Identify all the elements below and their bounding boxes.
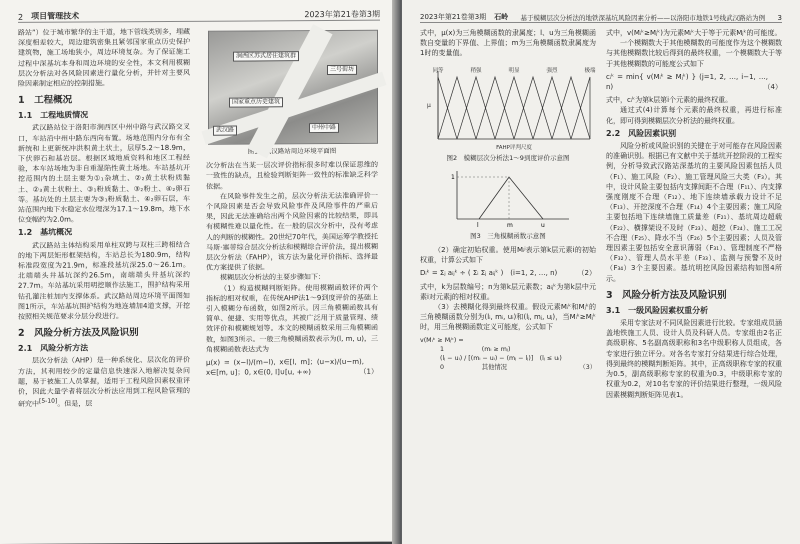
left-column-1 [18, 27, 190, 410]
equation-4 [606, 72, 782, 92]
paragraph: 在风险事件发生之前，层次分析法无法准确评价一个风险因素是否会导致风险事件及风险事件的严重后果，因此无法准确给出两个风险因素的比较结果，即具有模糊性难以量化性。在一般的层次分析中，没有考虑人的判断的模糊性。20世纪70年代，美国运筹学教授托马斯·塞蒂综合层次分析法和模糊综合评价法，提出模糊层次分析法（FAHP），该方法为量化评价指标、选择最优方案提供了依据。 [206, 191, 378, 272]
photo-label: 涧西区苏式居住建筑群 [233, 51, 299, 61]
equation-lhs: v(Mᵢᵏ ≥ Mⱼᵏ) = [420, 336, 464, 344]
paragraph: 采用专家法对不同风险因素进行比较。专家组成员涵盖地铁施工人员、设计人员及科研人员。专家组由2名正高级职称、5名副高级职称和3名中级职称人员组成，各专家进行独立评分。对各名专家打分结果进行综合处理，得到最终的模糊判断矩阵。其中，正高级职称专家的权重为0.5，副高级职称专家的权重为0.3，中级职称专家的权重为0.2，对10名专家的评价结果进行整理，一级风险因素模糊判断矩阵见表1。 [606, 319, 782, 399]
tri-label-u: u [541, 221, 545, 229]
fahp-scale-label: 极端 [584, 67, 596, 74]
citation: [5-10] [39, 397, 58, 406]
fahp-scale-label: 同等 [432, 67, 444, 74]
tri-label-l: l [477, 221, 479, 229]
section-heading: 1 工程概况 [18, 94, 73, 107]
paragraph: 式中，μ(x)为三角模糊函数的隶属度；l、u为三角模糊函数自变量的下界值、上界值；m为三角模糊函数隶属度为1时的变量值。 [420, 29, 596, 58]
fahp-triangle [438, 77, 476, 139]
fahp-y-label: μ [427, 101, 431, 109]
fahp-scale-label: 明显 [508, 67, 520, 74]
site-aerial-photo [208, 30, 378, 145]
figure-caption: 图1 武汉路站周边环境平面图 [247, 146, 337, 156]
triangular-function-chart [443, 167, 573, 229]
equation-case: 1 (mᵢ ≥ mⱼ) [440, 345, 511, 353]
paragraph: 武汉路站主体结构采用单柱双跨与双柱三跨相结合的地下两层矩形框架结构，车站总长为180.9m，结构标准段宽度为21.9m，标准段基坑深25.0～26.1m。北端端头井基坑深约26.5m，南端端头井基坑深约27.7m。车站基坑采用明挖顺作法施工，围护结构采用钻孔灌注桩加内支撑体系。武汉路站周边环境平面图如图1所示，车站基坑围护结构为地连墙加4道支撑，开挖按照相关规范要求分层分段进行。 [18, 240, 190, 321]
subsection-heading: 3.1 一级风险因素权重分析 [606, 305, 709, 315]
fahp-scale-chart [422, 61, 594, 151]
photo-label: 武汉路 [213, 126, 237, 136]
paragraph: 式中，v(Mᵢᵏ≥Mⱼᵏ)为元素Mᵢᵏ大于等于元素Mⱼᵏ的可能度。 [606, 29, 782, 37]
triangle-curve [479, 177, 543, 219]
fahp-triangle [552, 77, 590, 139]
equation-3 [420, 336, 596, 372]
right-page [402, 0, 800, 544]
paragraph-text: 。但是，层 [57, 400, 93, 409]
equation-number: （4） [763, 83, 782, 92]
paragraph: 通过式(4)计算每个元素的最终权重，再进行标准化，即可得到模糊层次分析法的最终权重。 [606, 106, 782, 125]
fahp-x-label: FAHP评判尺度 [496, 144, 532, 151]
subsection-heading: 1.1 工程地质情况 [18, 110, 89, 121]
paragraph: 次分析法在当某一层次评价指标很多时难以保证思维的一致性的缺点，且检验判断矩阵一致性的标准缺乏科学依据。 [206, 160, 378, 191]
paragraph: （2）确定初始权重。使用Mᵢʲ表示第k层元素i的初始权重，计算公式如下 [420, 246, 596, 265]
left-issue: 2023年第21卷第3期 [304, 9, 380, 20]
fahp-triangle [495, 77, 533, 139]
equation-case: (lⱼ − uᵢ) / [(mᵢ − uᵢ) − (mⱼ − lⱼ)] (lⱼ ≤ uᵢ) [440, 354, 562, 362]
photo-label: 三号街坊 [327, 65, 357, 75]
equation-number: （3） [579, 363, 596, 371]
equation-2 [420, 268, 596, 278]
paragraph: 路站”）位于城市繁华的主干道，地下管线类别多，埋藏深度相差较大，周边建筑密集且紧邻国家重点历史保护建筑物，施工场地狭小，周边环境复杂。为了保证施工过程中深基坑本身和周边环境的安全性，本文利用模糊层次分析法对各风险因素进行量化分析，并针对主要风险因素制定相应的控制措施。 [18, 27, 190, 88]
figure-caption: 图2 模糊层次分析法1～9到度评价示意图 [446, 153, 570, 162]
equation-1 [206, 357, 378, 378]
photo-label: 国家重点历史建筑 [229, 97, 283, 107]
subsection-heading: 2.2 风险因素识别 [606, 128, 677, 138]
fahp-triangle [476, 77, 514, 139]
author-name: 石岭 [494, 13, 509, 21]
subsection-heading: 2.1 风险分析方法 [18, 343, 89, 354]
equation-number: （1） [359, 367, 378, 377]
fahp-triangle [457, 77, 495, 139]
journal-name: 项目管理技术 [31, 11, 80, 21]
equation-text: cᵢᵏ = min{ v(Mᵢᵏ ≥ Mⱼᵏ) } (j=1, 2, …, i−1, …, n) [606, 72, 768, 92]
figure-caption: 图3 三角模糊函数示意图 [470, 231, 546, 240]
equation-text: Dᵢᵏ = Σⱼ aᵢⱼᵏ ÷ ( Σᵢ Σⱼ aᵢⱼᵏ ) (i=1, 2, …, n) [420, 269, 558, 278]
right-column-2 [606, 28, 782, 400]
fahp-triangle [533, 77, 571, 139]
paragraph: 模糊层次分析法的主要步骤如下： [220, 273, 325, 283]
photo-label: 中州中路 [309, 123, 339, 133]
fahp-scale-label: 稍强 [470, 67, 482, 74]
article-title: 基于模糊层次分析法的地铁深基坑风险因素分析——以洛阳市地铁1号线武汉路站为例 [520, 14, 766, 22]
fahp-scale-label: 强烈 [546, 67, 558, 74]
tri-label-1: 1 [451, 173, 455, 181]
tri-label-m: m [507, 221, 513, 229]
paragraph: 风险分析或风险识别的关键在于对可能存在风险因素的准确识别。根据已有文献中关于基坑开挖阶段的工程实例，分析导致武汉路站深基坑的主要风险因素包括人员（F₁）、施工风险（F₂）、施工管理风险三大类（F₃）。其中，设计风险主要包括内支撑间距不合理（F₁₁）、内支撑强度刚度不合理（F₁₂）、地下连续墙承载力设计不足（F₁₃）、开挖深度不合理（F₁₄）4个主要因素；施工风险主要包括地下连续墙施工质量差（F₂₁）、基坑周边超载（F₂₂）、横撑架设不及时（F₂₃）、超挖（F₂₄）、施工工况不合理（F₂₅）、降水不当（F₂₆）5个主要因素；人员及管理因素主要包括安全意识薄弱（F₃₁）、管理制度不严格（F₃₂）、管理人员水平差（F₃₃）、监测与预警不及时（F₃₄）3个主要因素。基坑明挖风险因素结构如图4所示。 [606, 142, 782, 283]
paragraph: 一个模糊数大于其他模糊数的可能度作为这个模糊数与其他模糊数比较后得到的最终权重，一个模糊数大于等于其他模糊数的可能度公式如下 [606, 39, 782, 68]
paragraph: 武汉路站位于洛阳市涧西区中州中路与武汉路交叉口，车站沿中州中路东西向布置。场地范围内分布有全新统和上更新统冲洪积黄土状土，层厚5.2～18.9m，下伏卵石和基岩层。根据区域地质资料和地区工程经验，本车站场地为非自重湿陷性黄土场地。车站基坑开挖范围内的土层主要为①₁杂填土、②₂黄土状粉质黏土、②₃黄土状粉土、③₁粉质黏土、③₂粉土、④₂卵石等。基坑处的土层主要为③₁粉质黏土、④₂卵石层，车站范围内地下水稳定水位埋深为17.1～19.8m，地下水位变幅约为2.0m。 [18, 123, 190, 225]
equation-text: μ(x) = (x−l)/(m−l), x∈[l, m]；(u−x)/(u−m), x∈[m, u]；0, x∈(0, l]∪[u, +∞) [206, 357, 364, 378]
right-page-header [420, 8, 782, 23]
right-page-number: 3 [777, 14, 782, 22]
equation-case: 0 其他情况 [440, 363, 507, 371]
fahp-triangle [514, 77, 552, 139]
paragraph: （1）构造模糊判断矩阵。使用模糊函数评价两个指标的相对权重，在传统AHP法1～9到度评价的基础上引入模糊分布函数，如图2所示。因三角模糊函数具有简单、便捷、实用等优点，其被广泛用于质量管理、绩效评价和模糊规划等。本文的模糊函数采用三角模糊函数，如图3所示。一般三角模糊函数表示为(l, m, u)，三角模糊函数表达式为 [206, 283, 379, 354]
left-page-number: 2 [18, 12, 24, 22]
right-issue: 2023年第21卷第3期 [420, 13, 487, 21]
left-page [0, 0, 398, 544]
paragraph: 式中，cᵢᵏ为第k层第i个元素的最终权重。 [606, 96, 733, 105]
section-heading: 2 风险分析方法及风险识别 [18, 327, 139, 340]
section-heading: 3 风险分析方法及风险识别 [606, 289, 727, 301]
subsection-heading: 1.2 基坑概况 [18, 228, 73, 238]
paragraph: （3）去模糊化得到最终权重。假设元素Mᵢᵏ和Mⱼᵏ的三角模糊函数分别为(lᵢ, mᵢ, uᵢ)和(lⱼ, mⱼ, uⱼ)，当Mᵢᵏ≥Mⱼᵏ时，用三角模糊函数定义可能度，公式如下 [420, 303, 596, 332]
left-column-2 [206, 26, 378, 382]
right-column-1 [420, 28, 596, 375]
paragraph [18, 355, 190, 409]
paragraph: 式中，k为层数编号；n为第k层元素数；aᵢⱼᵏ为第k层中元素i对元素j的相对权重。 [420, 282, 596, 301]
left-page-header [18, 6, 380, 23]
equation-number: （2） [577, 269, 596, 278]
paragraph-text: 层次分析法（AHP）是一种系统化、层次化的评价方法，其利用较少的定量信息快速深入地解决复杂问题，易于被施工人员掌握，适用于工程风险因素权重评价，因此大量学者将层次分析法应用到工程风险管理的研究中 [18, 356, 190, 409]
